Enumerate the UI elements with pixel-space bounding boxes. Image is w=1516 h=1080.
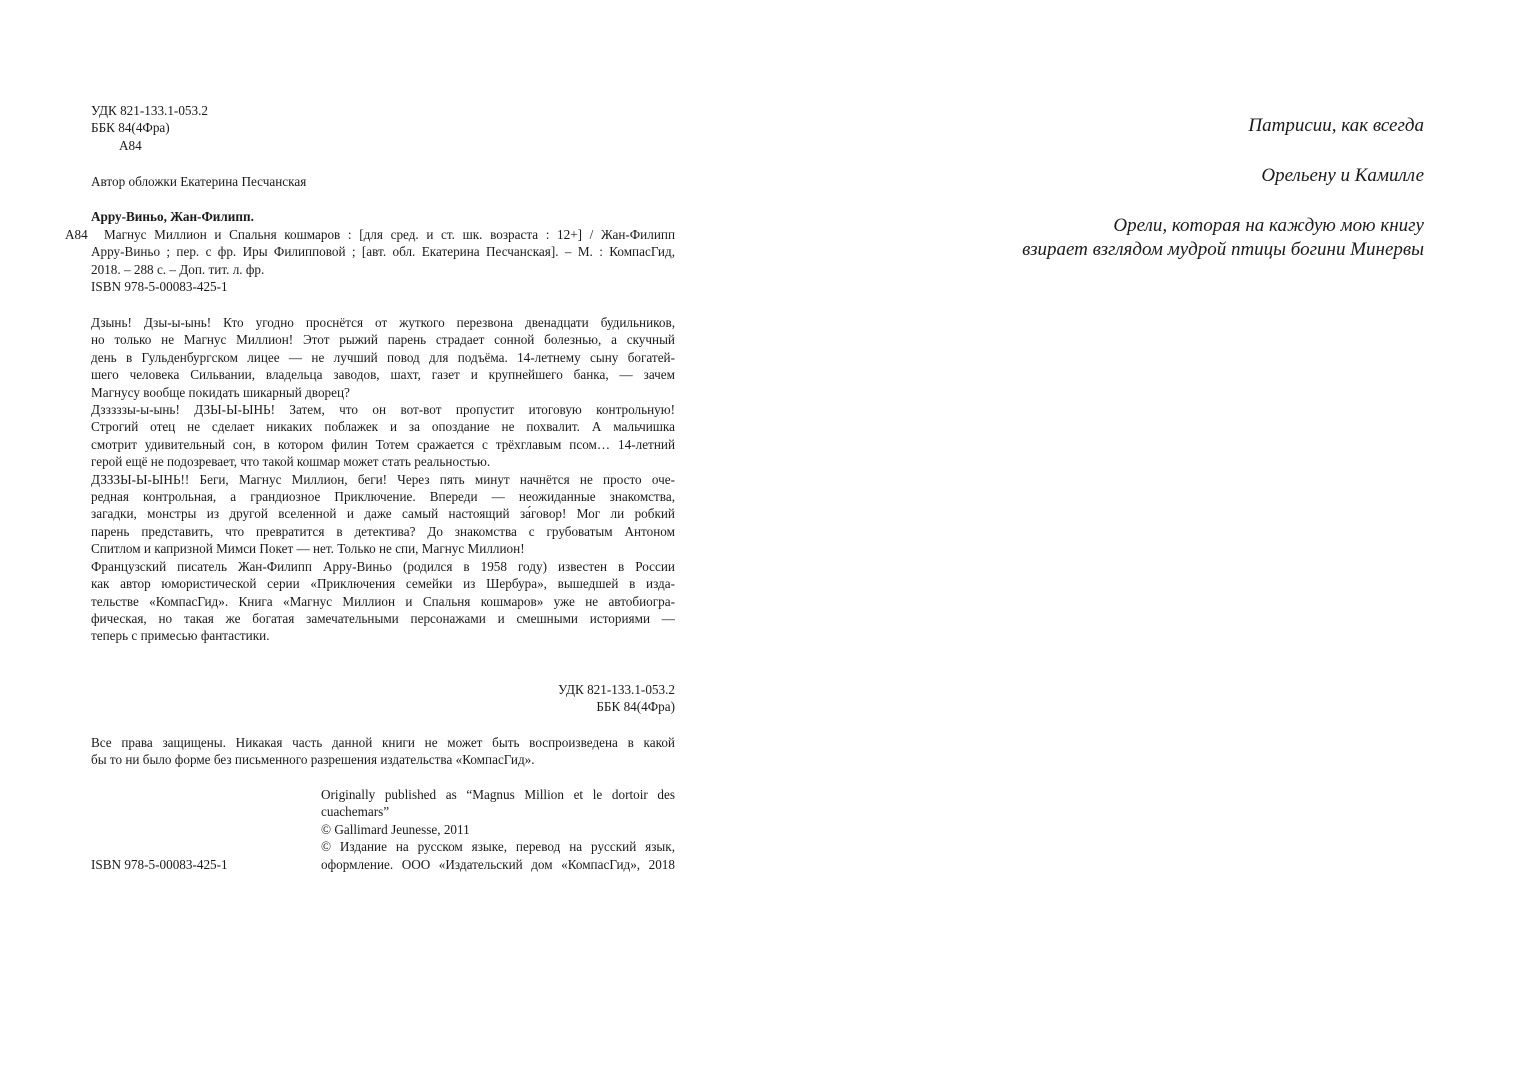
cover-artist: Автор обложки Екатерина Песчанская bbox=[91, 174, 307, 189]
annotation bbox=[91, 314, 675, 645]
dedication-line: Патрисии, как всегда bbox=[1248, 115, 1424, 136]
dedication bbox=[860, 164, 1424, 188]
dedication bbox=[860, 214, 1424, 262]
dedication bbox=[860, 114, 1424, 138]
annotation-line: Строгий отец не сделает никаких поблажек и за опоздание не похвалит. А мальчишка bbox=[91, 419, 675, 435]
annotation-line: фическая, но такая же богатая замечательными персонажами и смешными историями — bbox=[91, 610, 675, 626]
annotation-line: ДЗЗЗЫ-Ы-ЫНЬ!! Беги, Магнус Миллион, беги! Через пять минут начнётся не просто оче- bbox=[91, 471, 675, 487]
annotation-line: шего человека Сильвании, владельца заводов, шахт, газет и крупнейшего банка, — зачем bbox=[91, 367, 675, 383]
annotation-line: теперь с примесью фантастики. bbox=[91, 628, 270, 644]
bibliographic-line: Магнус Миллион и Спальня кошмаров : [для сред. и ст. шк. возраста : 12+] / Жан-Филипп bbox=[104, 227, 675, 242]
copyright-block bbox=[321, 786, 675, 873]
bibliographic-line: 2018. – 288 с. – Доп. тит. л. фр. bbox=[91, 261, 265, 277]
annotation-line: парень представить, что превратится в детектива? До знакомства с грубоватым Антоном bbox=[91, 523, 675, 539]
bibliographic-mark: А84 bbox=[65, 227, 88, 242]
annotation-line: но только не Магнус Миллион! Этот рыжий парень страдает сонной болезнью, а скучный bbox=[91, 332, 675, 348]
rights-line: бы то ни было форме без письменного разрешения издательства «КомпасГид». bbox=[91, 752, 535, 768]
classification-right-block bbox=[475, 681, 675, 716]
rights-notice bbox=[91, 734, 675, 769]
bibliographic-author: Арру-Виньо, Жан-Филипп. bbox=[91, 209, 254, 224]
copyright-line: © Gallimard Jeunesse, 2011 bbox=[321, 821, 470, 837]
copyright-line: cuachemars” bbox=[321, 804, 390, 820]
annotation-line: Дзззззы-ы-ынь! ДЗЫ-Ы-ЫНЬ! Затем, что он вот-вот пропустит итоговую контрольную! bbox=[91, 402, 675, 418]
annotation-line: Дзынь! Дзы-ы-ынь! Кто угодно проснётся от жуткого перезвона двенадцати будильников, bbox=[91, 315, 675, 330]
annotation-line: редная контрольная, а грандиозное Приключение. Впереди — неожиданные знакомства, bbox=[91, 489, 675, 505]
rights-line: Все права защищены. Никакая часть данной книги не может быть воспроизведена в какой bbox=[91, 735, 675, 750]
annotation-line: загадки, монстры из другой вселенной и даже самый настоящий за́говор! Мог ли робкий bbox=[91, 506, 675, 522]
dedication-line: взирает взглядом мудрой птицы богини Минервы bbox=[1022, 239, 1424, 260]
annotation-line: Магнусу вообще покидать шикарный дворец? bbox=[91, 384, 350, 400]
annotation-line: день в Гульденбургском лицее — не лучший повод для подъёма. 14-летнему сыну богатей- bbox=[91, 349, 675, 365]
classification-block bbox=[91, 102, 208, 154]
annotation-line: герой ещё не подозревает, что такой кошмар может стать реальностью. bbox=[91, 454, 491, 470]
isbn-bottom: ISBN 978-5-00083-425-1 bbox=[91, 857, 228, 872]
dedication-line: Орельену и Камилле bbox=[1261, 165, 1424, 186]
dedication-page bbox=[860, 114, 1424, 262]
author-mark: А84 bbox=[119, 137, 142, 153]
copyright-line: оформление. ООО «Издательский дом «КомпасГид», 2018 bbox=[321, 856, 675, 872]
isbn-line: ISBN 978-5-00083-425-1 bbox=[91, 279, 228, 295]
bbk-code-right: ББК 84(4Фра) bbox=[596, 699, 675, 715]
annotation-line: тельстве «КомпасГид». Книга «Магнус Миллион и Спальня кошмаров» уже не автобиогра- bbox=[91, 593, 675, 609]
dedication-line: Орели, которая на каждую мою книгу bbox=[1113, 215, 1424, 236]
bibliographic-line: Арру-Виньо ; пер. с фр. Иры Филипповой ; [авт. обл. Екатерина Песчанская]. – М. : КомпасГид, bbox=[91, 244, 675, 260]
annotation-line: Спитлом и капризной Мимси Покет — нет. Только не спи, Магнус Миллион! bbox=[91, 541, 525, 557]
udk-code-right: УДК 821-133.1-053.2 bbox=[558, 682, 675, 697]
bibliographic-record bbox=[91, 226, 675, 296]
annotation-line: как автор юмористической серии «Приключения семейки из Шербура», вышедшей в изда- bbox=[91, 576, 675, 592]
udk-code: УДК 821-133.1-053.2 bbox=[91, 103, 208, 118]
copyright-line: Originally published as “Magnus Million et le dortoir des bbox=[321, 787, 675, 802]
annotation-line: Французский писатель Жан-Филипп Арру-Виньо (родился в 1958 году) известен в России bbox=[91, 558, 675, 574]
annotation-line: смотрит удивительный сон, в котором филин Тотем сражается с трёхглавым псом… 14-летний bbox=[91, 436, 675, 452]
copyright-line: © Издание на русском языке, перевод на русский язык, bbox=[321, 839, 675, 855]
bbk-code: ББК 84(4Фра) bbox=[91, 120, 170, 136]
